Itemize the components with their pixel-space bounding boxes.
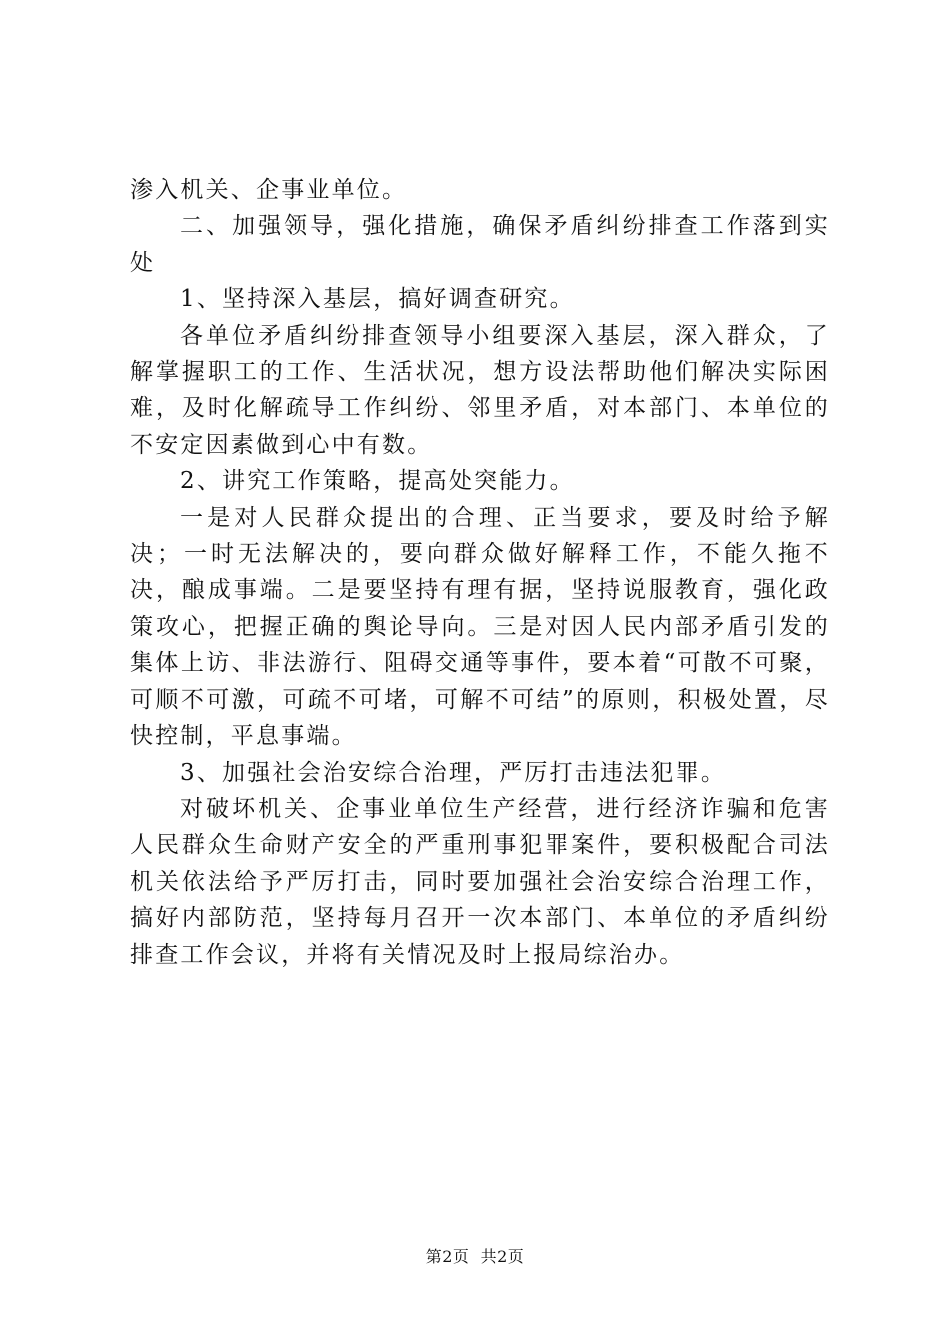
document-body (130, 172, 830, 973)
subheading-2: 2、讲究工作策略，提高处突能力。 (180, 468, 575, 495)
page-footer (0, 1244, 950, 1267)
subheading-1: 1、坚持深入基层，搞好调查研究。 (180, 286, 575, 313)
paragraph-2: 一是对人民群众提出的合理、正当要求，要及时给予解决；一时无法解决的，要向群众做好解释工作，不能久拖不决，酿成事端。二是要坚持有理有据，坚持说服教育，强化政策攻心，把握正确的舆论导向。三是对因人民内部矛盾引发的集体上访、非法游行、阻碍交通等事件，要本着“可散不可聚，可顺不可激，可疏不可堵，可解不可结”的原则，积极处置，尽快控制，平息事端。 (130, 504, 830, 750)
paragraph-1: 各单位矛盾纠纷排查领导小组要深入基层，深入群众，了解掌握职工的工作、生活状况，想方设法帮助他们解决实际困难，及时化解疏导工作纠纷、邻里矛盾，对本部门、本单位的不安定因素做到心中有数。 (130, 322, 830, 458)
page-number-label: 第2页 共2页 (425, 1247, 525, 1266)
paragraph-continuation: 渗入机关、企事业单位。 (130, 177, 408, 203)
paragraph-3: 对破坏机关、企事业单位生产经营，进行经济诈骗和危害人民群众生命财产安全的严重刑事犯罪案件，要积极配合司法机关依法给予严厉打击，同时要加强社会治安综合治理工作，搞好内部防范，坚持每月召开一次本部门、本单位的矛盾纠纷排查工作会议，并将有关情况及时上报局综治办。 (130, 795, 830, 968)
section-heading-2: 二、加强领导，强化措施，确保矛盾纠纷排查工作落到实处 (130, 213, 830, 276)
subheading-3: 3、加强社会治安综合治理，严厉打击违法犯罪。 (180, 759, 727, 786)
